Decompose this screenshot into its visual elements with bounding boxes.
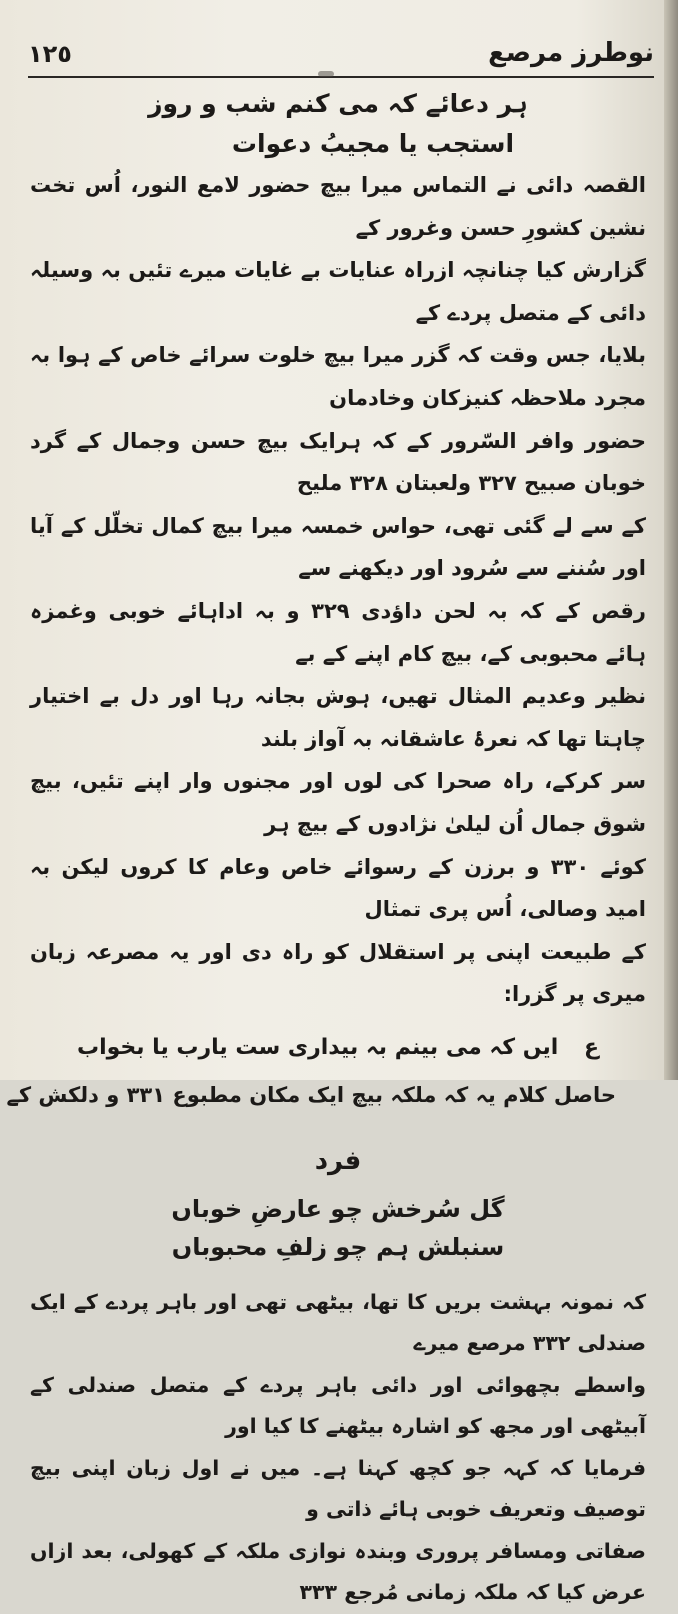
text-line: گزارش کیا چنانچہ ازراہ عنایات بے غایات میرے تئیں بہ وسیلہ دائی کے متصل پردے کے — [30, 258, 646, 325]
text-line: القصہ دائی نے التماس میرا بیچ حضور لامع النور، اُس تخت نشین کشورِ حسن وغرور کے — [30, 173, 646, 240]
text-line: کوئے ۳۳۰ و برزن کے رسوائے خاص وعام کا کروں لیکن بہ امید وصالی، اُس پری تمثال — [30, 854, 646, 922]
misra-marker: ع — [583, 1034, 600, 1060]
opening-verse-line-1: ہر دعائے کہ می کنم شب و روز — [148, 89, 528, 118]
text-line: حضور وافر السّرور کے کہ ہرایک بیچ حسن وجمال کے گرد خوبان صبیح ۳۲۷ ولعبتان ۳۲۸ ملیح — [30, 428, 646, 496]
opening-verse-line-2: استجب یا مجیبُ دعوات — [231, 129, 515, 158]
text-line: فرمایا کہ کہہ جو کچھ کہنا ہے۔ میں نے اول زبان اپنی بیچ توصیف وتعریف خوبی ہائے ذاتی و — [30, 1455, 646, 1522]
text-line: بلایا، جس وقت کہ گزر میرا بیچ خلوت سرائے خاص کے ہوا بہ مجرد ملاحظہ کنیزکان وخادمان — [30, 343, 646, 410]
fard-heading: فرد — [314, 1145, 362, 1176]
text-line: کے سے لے گئی تھی، حواس خمسہ میرا بیچ کمال تخلّل کے آیا اور سُننے سے سُرود اور دیکھنے سے — [30, 513, 646, 581]
text-line: واسطے بچھوائی اور دائی باہر پردے کے متصل صندلی کے آبیٹھی اور مجھ کو اشارہ بیٹھنے کا کیا اور — [30, 1372, 646, 1439]
paragraph-2 — [30, 1282, 646, 1614]
paragraph-1 — [30, 164, 646, 1016]
text-line: نظیر وعدیم المثال تھیں، ہوش بجانہ رہا اور دل بے اختیار چاہتا تھا کہ نعرۂ عاشقانہ بہ آواز بلند — [30, 684, 646, 751]
fard-line-1: گل سُرخش چو عارضِ خوباں — [171, 1194, 505, 1223]
misra-quote — [30, 1024, 646, 1072]
ink-mark — [318, 71, 334, 77]
misra-text: ایں کہ می بینم بہ بیداری ست یارب یا بخواب — [76, 1034, 559, 1060]
text-line: رقص کے کہ بہ لحن داؤدی ۳۲۹ و بہ اداہائے خوبی وغمزہ ہائے محبوبی کے، بیچ کام اپنے کے بے — [30, 598, 646, 666]
page-header — [28, 36, 654, 78]
text-line: کے طبیعت اپنی پر استقلال کو راہ دی اور یہ مصرعہ زبان میری پر گزرا: — [30, 939, 646, 1007]
page-number: ١٢٥ — [28, 40, 72, 68]
text-line: صفاتی ومسافر پروری وبندہ نوازی ملکہ کے کھولی، بعد ازاں عرض کیا کہ ملکہ زمانی مُرجع ۳۳۳ — [30, 1538, 646, 1605]
summary-line: حاصل کلام یہ کہ ملکہ بیچ ایک مکان مطبوع ۳۳۱ و دلکش کے — [6, 1082, 616, 1107]
page-body — [6, 84, 646, 1614]
fard-line-2: سنبلش ہم چو زلفِ محبوباں — [171, 1232, 505, 1261]
text-line: کہ نمونہ بہشت بریں کا تھا، بیٹھی تھی اور باہر پردے کے ایک صندلی ۳۳۲ مرصع میرے — [30, 1289, 646, 1356]
text-line: سر کرکے، راہ صحرا کی لوں اور مجنوں وار اپنے تئیں، بیچ شوق جمال اُن لیلیٰ نژادوں کے بیچ ہر — [30, 769, 646, 836]
book-spine-shadow — [664, 0, 678, 1080]
running-title: نوطرز مرصع — [488, 38, 654, 68]
